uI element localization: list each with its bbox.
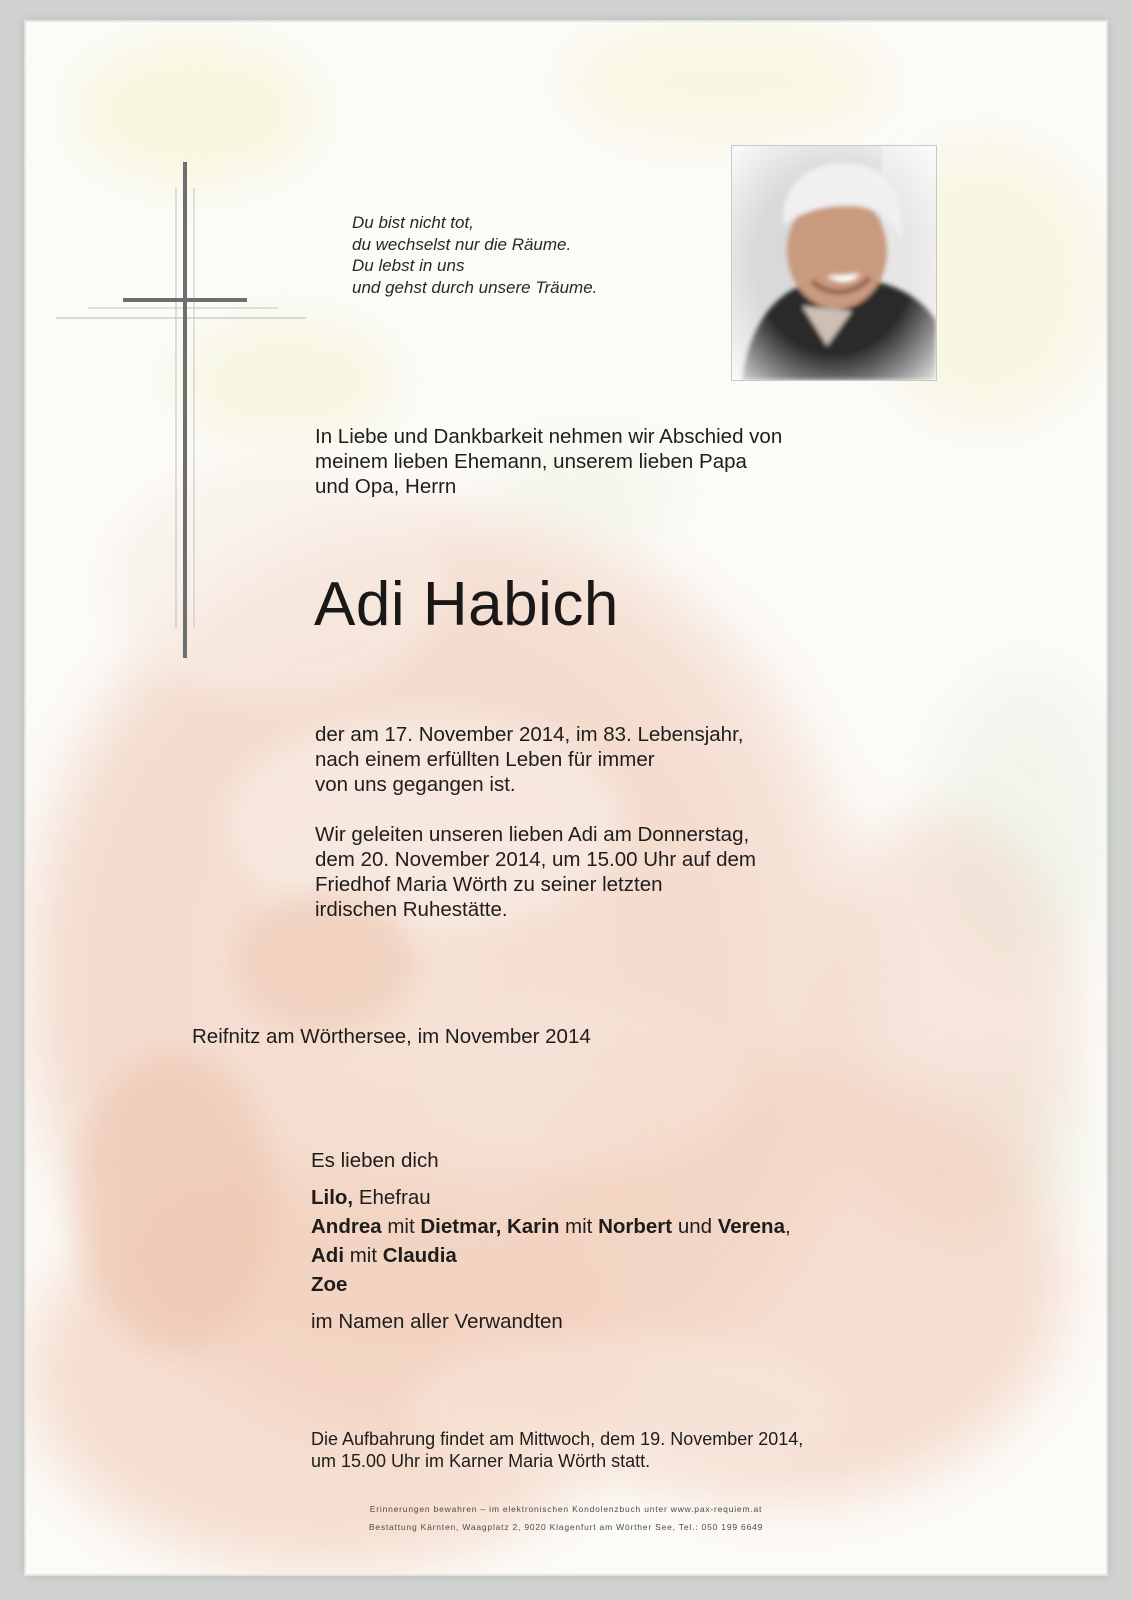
cross-icon xyxy=(56,158,316,664)
viewing-line: Die Aufbahrung findet am Mittwoch, dem 19. November 2014, xyxy=(311,1429,804,1449)
mourner-name: Lilo, xyxy=(311,1186,354,1209)
portrait-photo xyxy=(732,146,936,380)
paragraph-gap xyxy=(315,797,756,822)
intro-line: meinem lieben Ehemann, unserem lieben Papa xyxy=(315,450,747,473)
mourner-connector: mit xyxy=(381,1215,421,1238)
mourner-name: Adi xyxy=(311,1244,345,1267)
passing-line: von uns gegangen ist. xyxy=(315,773,516,796)
mourner-row xyxy=(311,1212,791,1241)
mourner-connector: und xyxy=(672,1215,718,1238)
viewing-notice xyxy=(311,1429,803,1472)
deceased-name: Adi Habich xyxy=(314,570,619,639)
mourner-name: Verena xyxy=(717,1215,785,1238)
verse xyxy=(352,212,597,298)
mourners-lead: Es lieben dich xyxy=(311,1149,439,1172)
footer-condolence-line: Erinnerungen bewahren – im elektronischen Kondolenzbuch unter www.pax-requiem.at xyxy=(369,1504,763,1514)
passing-line: der am 17. November 2014, im 83. Lebensjahr, xyxy=(315,723,744,746)
mourners-tail: im Namen aller Verwandten xyxy=(311,1310,563,1333)
place-date: Reifnitz am Wörthersee, im November 2014 xyxy=(192,1025,591,1048)
mourner-relation: Ehefrau xyxy=(353,1186,431,1209)
funeral-line: dem 20. November 2014, um 15.00 Uhr auf dem xyxy=(315,848,756,871)
mourner-connector: , xyxy=(784,1215,791,1238)
mourner-name: Andrea xyxy=(311,1215,382,1238)
verse-line: Du lebst in uns xyxy=(352,256,465,275)
mourner-row xyxy=(311,1241,791,1270)
mourner-row xyxy=(311,1270,791,1299)
obituary-card xyxy=(26,22,1106,1574)
viewing-line: um 15.00 Uhr im Karner Maria Wörth statt. xyxy=(311,1450,651,1471)
passing-line: nach einem erfüllten Leben für immer xyxy=(315,748,655,771)
funeral-line: Friedhof Maria Wörth zu seiner letzten xyxy=(315,873,663,896)
mourner-name: Claudia xyxy=(382,1244,457,1267)
portrait-frame xyxy=(731,145,937,381)
mourner-name: Norbert xyxy=(598,1215,673,1238)
verse-line: und gehst durch unsere Träume. xyxy=(352,277,598,297)
footer-undertaker-line: Bestattung Kärnten, Waagplatz 2, 9020 Klagenfurt am Wörther See, Tel.: 050 199 6649 xyxy=(368,1522,764,1532)
verse-line: du wechselst nur die Räume. xyxy=(352,234,572,254)
mourners-list xyxy=(311,1146,791,1336)
funeral-line: irdischen Ruhestätte. xyxy=(315,898,508,921)
funeral-line: Wir geleiten unseren lieben Adi am Donnerstag, xyxy=(315,823,750,846)
intro-line: und Opa, Herrn xyxy=(315,475,457,498)
verse-line: Du bist nicht tot, xyxy=(352,213,474,232)
intro-text xyxy=(315,424,782,499)
mourner-row xyxy=(311,1183,791,1212)
mourner-connector: mit xyxy=(559,1215,599,1238)
intro-line: In Liebe und Dankbarkeit nehmen wir Abschied von xyxy=(315,425,783,448)
mourner-name: Dietmar, Karin xyxy=(420,1215,560,1238)
mourner-connector: mit xyxy=(344,1244,383,1267)
mourner-name: Zoe xyxy=(311,1273,348,1296)
details-text xyxy=(315,722,756,922)
